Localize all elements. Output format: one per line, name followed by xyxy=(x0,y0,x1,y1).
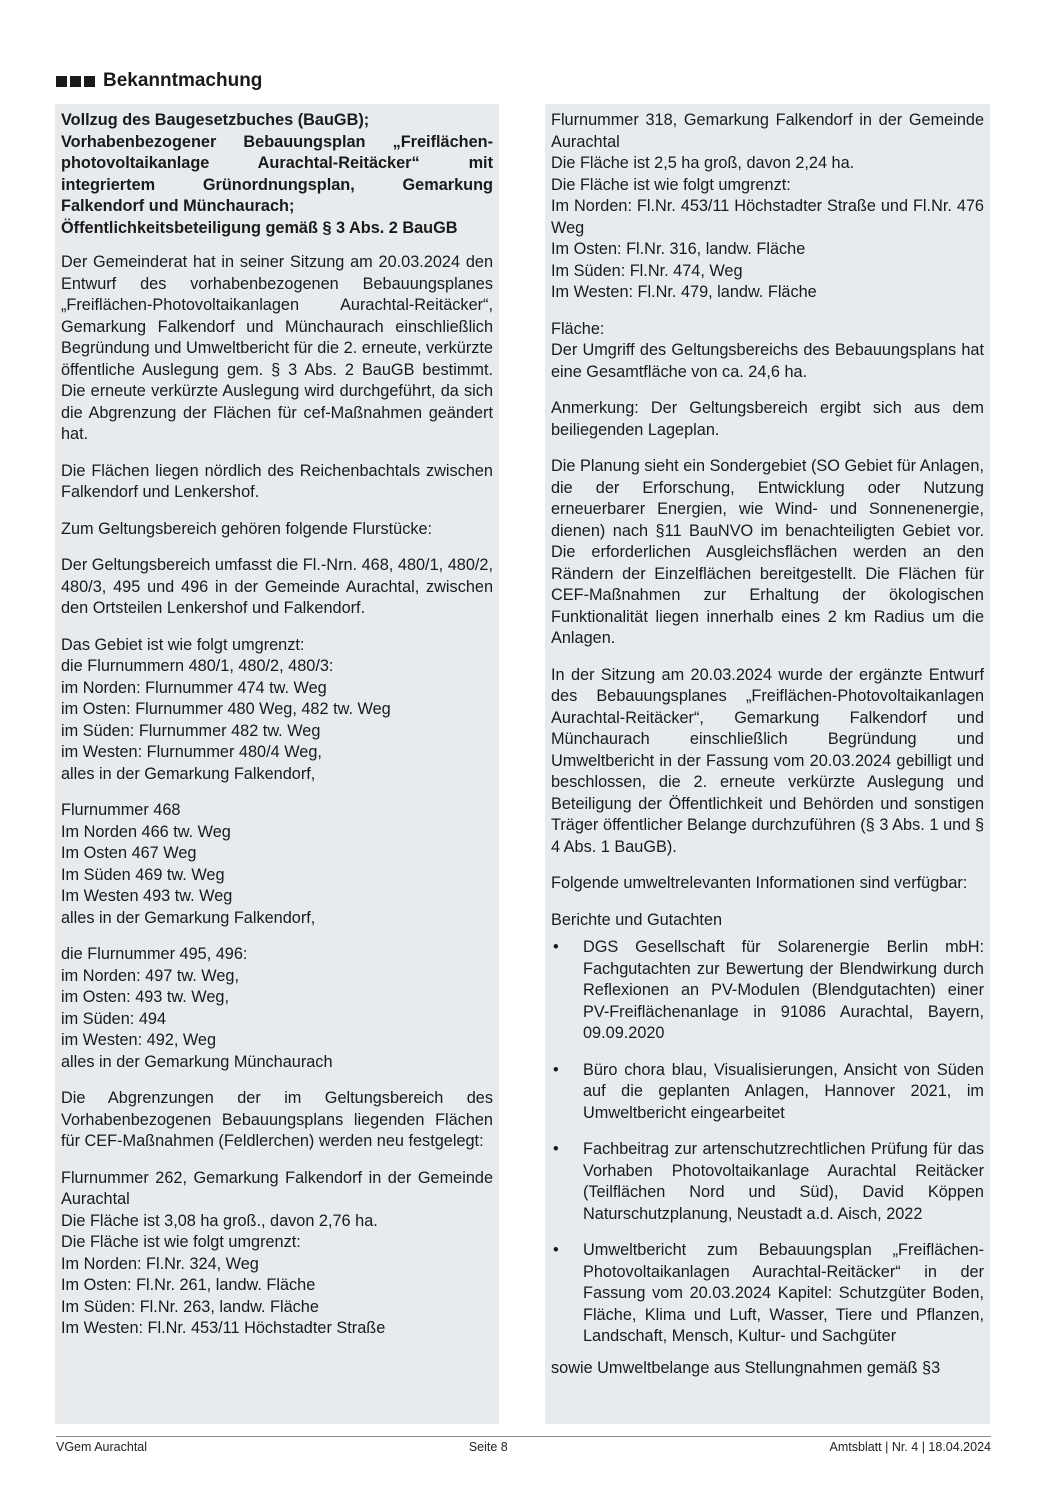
paragraph-boundaries-468 xyxy=(61,800,493,929)
square-icon xyxy=(56,76,67,87)
bullet-icon: • xyxy=(553,1060,559,1079)
list-item xyxy=(551,1139,984,1225)
text-line: alles in der Gemarkung Münchaurach xyxy=(61,1052,333,1071)
list-item xyxy=(551,937,984,1045)
text-line: im Osten: 493 tw. Weg, xyxy=(61,988,230,1006)
paragraph-boundaries-480 xyxy=(61,635,493,786)
text-line: Flurnummer 318, Gemarkung Falkendorf in der Gemeinde Aurachtal xyxy=(551,111,984,151)
left-column xyxy=(55,104,499,1424)
text-line: Das Gebiet ist wie folgt umgrenzt: xyxy=(61,635,305,654)
text-line: alles in der Gemarkung Falkendorf, xyxy=(61,764,316,783)
footer-issue: Amtsblatt | Nr. 4 | 18.04.2024 xyxy=(829,1440,991,1454)
text-line: Im Süden: Fl.Nr. 474, Weg xyxy=(551,261,743,280)
paragraph-plot-262 xyxy=(61,1168,493,1340)
section-header xyxy=(56,70,262,92)
paragraph-plot-318 xyxy=(551,110,984,304)
text-line: Im Norden: Fl.Nr. 324, Weg xyxy=(61,1254,259,1273)
text-line: im Süden: Flurnummer 482 tw. Weg xyxy=(61,721,321,740)
paragraph-env-concerns: sowie Umweltbelange aus Stellungnahmen gemäß §3 xyxy=(551,1358,941,1377)
section-title: Bekanntmachung xyxy=(103,70,263,91)
text-line: Im Osten 467 Weg xyxy=(61,844,197,862)
square-icon xyxy=(70,76,81,87)
page-footer xyxy=(56,1436,991,1454)
text-line: alles in der Gemarkung Falkendorf, xyxy=(61,908,316,927)
text-line: Im Westen: Fl.Nr. 479, landw. Fläche xyxy=(551,283,817,301)
paragraph-area xyxy=(551,319,984,384)
text-line: Der Umgriff des Geltungsbereichs des Bebauungsplans hat eine Gesamtfläche von ca. 24,6 ha. xyxy=(551,341,984,381)
heading-line: Vorhabenbezogener Bebauungsplan „Freiflächen-photovoltaikanlage Aurachtal-Reitäcker“ mit integriertem Grünordnungsplan, Gemarkung Falkendorf und Münchaurach; xyxy=(61,132,493,215)
paragraph-planning: Die Planung sieht ein Sondergebiet (SO Gebiet für Anlagen, die der Erforschung, Entwicklung oder Nutzung erneuerbarer Energien, wie Wind- und Sonnenenergie, dienen) nach §11 BauNVO im benachteiligten Gebiet vor. Die erforderlichen Ausgleichsflächen werden an den Rändern der Einzelflächen bereitgestellt. Die Flächen für CEF-Maßnahmen zur Erhaltung der ökologischen Funktionalität liegen innerhalb eines 2 km Radius um die Anlagen. xyxy=(551,457,984,647)
text-line: Die Fläche ist 2,5 ha groß, davon 2,24 ha. xyxy=(551,154,855,172)
list-item-text: Büro chora blau, Visualisierungen, Ansicht von Süden auf die geplanten Anlagen, Hannover 2021, im Umweltbericht eingearbeitet xyxy=(583,1060,984,1122)
heading-line: Öffentlichkeitsbeteiligung gemäß § 3 Abs. 2 BauGB xyxy=(61,218,458,237)
bullet-icon: • xyxy=(553,1140,559,1158)
paragraph-note: Anmerkung: Der Geltungsbereich ergibt sich aus dem beiliegenden Lageplan. xyxy=(551,399,984,439)
text-line: Im Süden 469 tw. Weg xyxy=(61,865,225,884)
paragraph-location: Die Flächen liegen nördlich des Reichenbachtals zwischen Falkendorf und Lenkershof. xyxy=(61,461,493,501)
paragraph-env-info: Folgende umweltrelevanten Informationen sind verfügbar: xyxy=(551,874,968,892)
text-line: im Westen: 492, Weg xyxy=(61,1031,217,1049)
list-item xyxy=(551,1060,984,1125)
text-line: im Süden: 494 xyxy=(61,1009,166,1028)
text-line: im Osten: Flurnummer 480 Weg, 482 tw. Weg xyxy=(61,700,391,718)
text-line: Die Fläche ist wie folgt umgrenzt: xyxy=(61,1233,301,1251)
text-line: Im Osten: Fl.Nr. 261, landw. Fläche xyxy=(61,1276,316,1294)
paragraph-plots-intro: Zum Geltungsbereich gehören folgende Flurstücke: xyxy=(61,519,433,538)
reports-list xyxy=(551,937,984,1348)
text-line: die Flurnummer 495, 496: xyxy=(61,945,248,963)
paragraph-session: In der Sitzung am 20.03.2024 wurde der ergänzte Entwurf des Bebauungsplanes „Freiflächen-Photovoltaikanlagen Aurachtal-Reitäcker“, Gemarkung Falkendorf und Münchaurach einschließlich Begründung und Umweltbericht in der Fassung vom 20.03.2024 gebilligt und beschlossen, die 2. erneute verkürzte Auslegung und Beteiligung der Öffentlichkeit und Behörden und sonstigen Träger öffentlicher Belange durchzuführen (§ 3 Abs. 1 und § 4 Abs. 1 BauGB). xyxy=(551,665,984,856)
text-line: Flurnummer 262, Gemarkung Falkendorf in der Gemeinde Aurachtal xyxy=(61,1168,493,1208)
list-item-text: DGS Gesellschaft für Solarenergie Berlin mbH: Fachgutachten zur Bewertung der Blendwirkung durch Reflexionen an PV-Modulen (Blendgutachten) einer PV-Freiflächenanlage in 91086 Aurachtal, Bayern, 09.09.2020 xyxy=(583,938,984,1042)
list-item xyxy=(551,1240,984,1348)
text-line: im Norden: Flurnummer 474 tw. Weg xyxy=(61,678,327,697)
paragraph-boundaries-495-496 xyxy=(61,944,493,1073)
text-line: im Norden: 497 tw. Weg, xyxy=(61,966,239,985)
paragraph-council-decision: Der Gemeinderat hat in seiner Sitzung am 20.03.2024 den Entwurf des vorhabenbezogenen Bebauungsplanes „Freiflächen-Photovoltaikanlagen Aurachtal-Reitäcker“, Gemarkung Falkendorf und Münchaurach einschließlich Begründung und Umweltbericht für die 2. erneute, verkürzte öffentliche Auslegung gem. § 3 Abs. 2 BauGB bestimmt. Die erneute verkürzte Auslegung wird durchgeführt, da sich die Abgrenzung der Flächen für cef-Maßnahmen geändert hat. xyxy=(61,253,493,443)
text-line: Im Norden 466 tw. Weg xyxy=(61,822,231,841)
text-line: die Flurnummern 480/1, 480/2, 480/3: xyxy=(61,657,334,675)
list-item-text: Fachbeitrag zur artenschutzrechtlichen Prüfung für das Vorhaben Photovoltaikanlage Aurachtal Reitäcker (Teilflächen Nord und Süd), David Köppen Naturschutzplanung, Neustadt a.d. Aisch, 2022 xyxy=(583,1140,984,1223)
square-icon xyxy=(84,76,95,87)
text-line: Flurnummer 468 xyxy=(61,801,181,819)
paragraph-scope: Der Geltungsbereich umfasst die Fl.-Nrn. 468, 480/1, 480/2, 480/3, 495 und 496 in der Gemeinde Aurachtal, zwischen den Ortsteilen Lenkershof und Falkendorf. xyxy=(61,556,493,617)
paragraph-cef-measures: Die Abgrenzungen der im Geltungsbereich des Vorhabenbezogenen Bebauungsplans liegenden Flächen für CEF-Maßnahmen (Feldlerchen) werden neu festgelegt: xyxy=(61,1089,493,1150)
heading-line: Vollzug des Baugesetzbuches (BauGB); xyxy=(61,111,370,129)
right-column xyxy=(545,104,990,1424)
announcement-heading xyxy=(61,110,493,239)
bullet-icon: • xyxy=(553,1241,559,1259)
text-line: Fläche: xyxy=(551,319,605,338)
text-line: Die Fläche ist wie folgt umgrenzt: xyxy=(551,175,791,194)
text-line: Im Osten: Fl.Nr. 316, landw. Fläche xyxy=(551,240,806,258)
text-line: Im Norden: Fl.Nr. 453/11 Höchstadter Straße und Fl.Nr. 476 Weg xyxy=(551,197,984,237)
text-line: Im Süden: Fl.Nr. 263, landw. Fläche xyxy=(61,1297,319,1316)
bullet-icon: • xyxy=(553,938,559,956)
text-line: Im Westen 493 tw. Weg xyxy=(61,887,233,905)
list-item-text: Umweltbericht zum Bebauungsplan „Freiflächen-Photovoltaikanlagen Aurachtal-Reitäcker“ in der Fassung vom 20.03.2024 Kapitel: Schutzgüter Boden, Fläche, Klima und Luft, Wasser, Tiere und Pflanzen, Landschaft, Mensch, Kultur- und Sachgüter xyxy=(583,1241,984,1345)
footer-page-number: Seite 8 xyxy=(468,1440,508,1454)
text-line: Im Westen: Fl.Nr. 453/11 Höchstadter Straße xyxy=(61,1319,386,1337)
text-line: Die Fläche ist 3,08 ha groß., davon 2,76 ha. xyxy=(61,1211,378,1230)
text-line: im Westen: Flurnummer 480/4 Weg, xyxy=(61,743,322,761)
footer-publisher: VGem Aurachtal xyxy=(56,1440,148,1454)
paragraph-reports-heading: Berichte und Gutachten xyxy=(551,910,723,929)
section-marker-squares xyxy=(56,76,95,87)
